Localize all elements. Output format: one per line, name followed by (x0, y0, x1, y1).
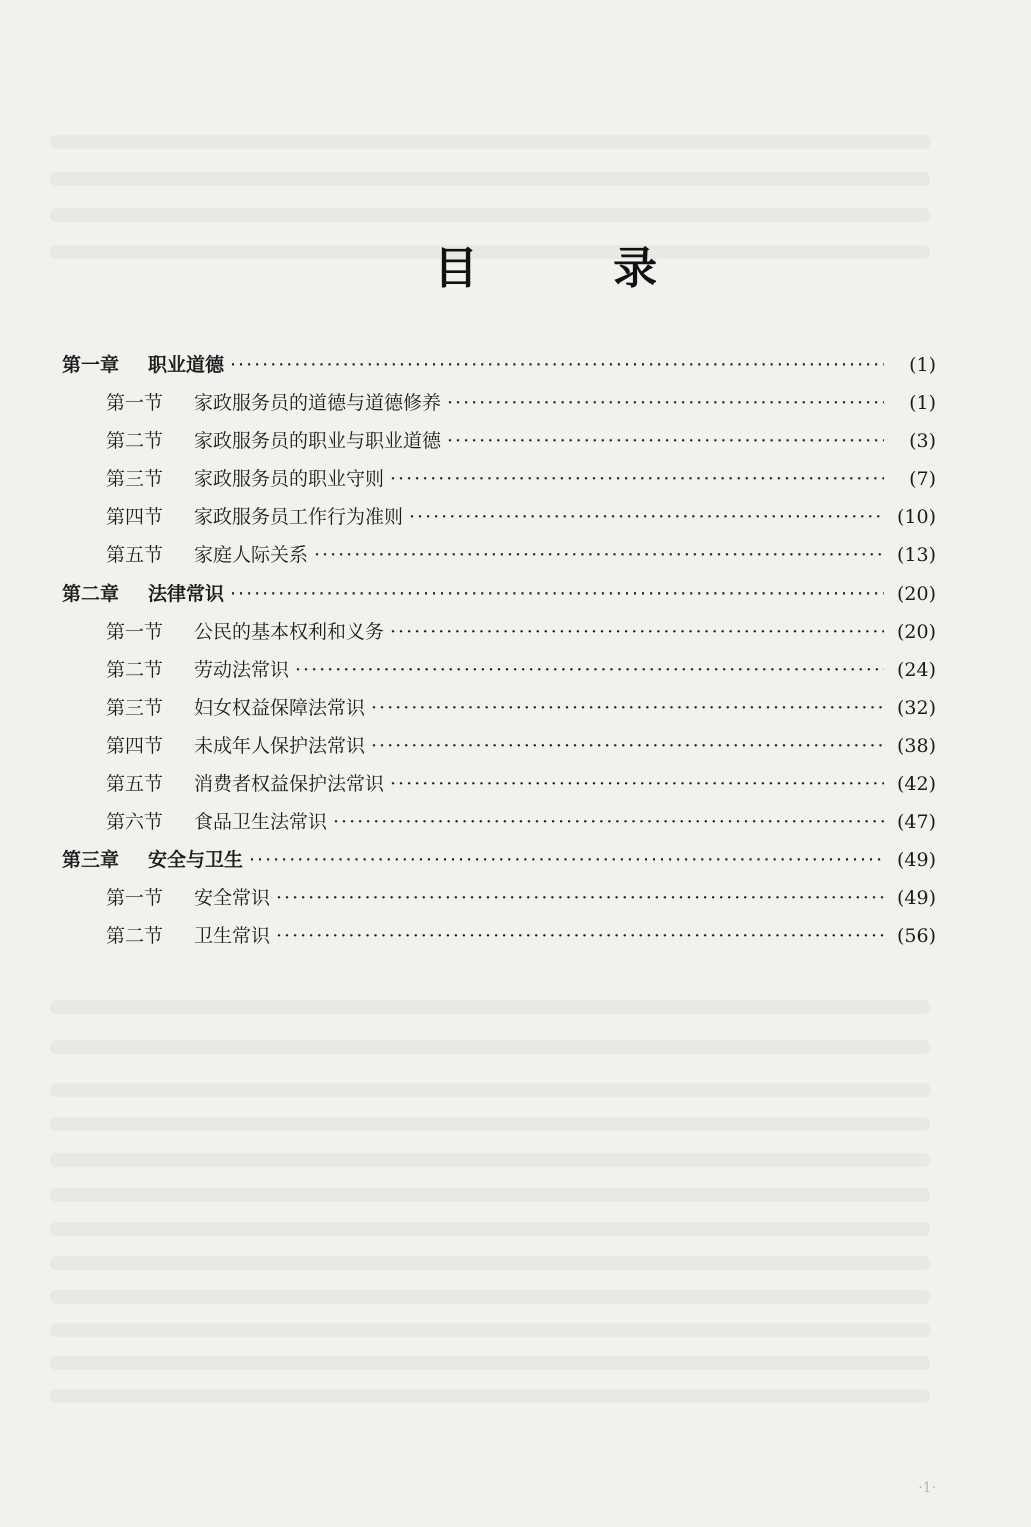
toc-section-entry (62, 655, 936, 693)
toc-dot-leader (390, 468, 884, 490)
toc-entry-page: (1) (909, 392, 936, 415)
toc-entry-title: 家政服务员的职业与职业道德 (194, 430, 442, 453)
toc-dot-leader (230, 583, 884, 605)
toc-entry-number: 第二节 (106, 658, 164, 681)
toc-section-entry (62, 921, 936, 959)
toc-section-entry (62, 883, 936, 921)
toc-dot-leader (295, 659, 884, 681)
toc-entry-number: 第四节 (106, 506, 164, 529)
toc-entry-page: (24) (896, 658, 936, 681)
toc-entry-number: 第二节 (106, 430, 164, 453)
table-of-contents (62, 350, 936, 960)
toc-dot-leader (390, 773, 884, 795)
toc-section-entry (62, 731, 936, 769)
toc-dot-leader (276, 887, 884, 909)
toc-section-entry (62, 617, 936, 655)
toc-entry-number: 第五节 (106, 773, 164, 796)
toc-entry-number: 第一章 (62, 354, 120, 376)
toc-dot-leader (230, 354, 884, 376)
toc-entry-number: 第三节 (106, 696, 164, 719)
toc-entry-title: 食品卫生法常识 (194, 811, 328, 834)
page-title: 目 录 (433, 243, 718, 294)
toc-chapter-entry (62, 350, 936, 388)
toc-entry-title: 卫生常识 (194, 925, 271, 948)
toc-dot-leader (409, 506, 884, 528)
toc-section-entry (62, 540, 936, 578)
toc-entry-page: (49) (896, 849, 936, 872)
toc-entry-title: 劳动法常识 (194, 658, 290, 681)
toc-entry-number: 第四节 (106, 734, 164, 757)
toc-entry-title: 职业道德 (148, 354, 225, 376)
toc-chapter-entry (62, 845, 936, 883)
toc-dot-leader (276, 925, 884, 947)
toc-section-entry (62, 426, 936, 464)
toc-dot-leader (333, 811, 884, 833)
toc-dot-leader (314, 544, 884, 566)
toc-section-entry (62, 388, 936, 426)
toc-entry-number: 第一节 (106, 620, 164, 643)
toc-dot-leader (390, 621, 884, 643)
toc-section-entry (62, 502, 936, 540)
toc-entry-page: (47) (896, 811, 936, 834)
toc-dot-leader (447, 392, 884, 414)
toc-dot-leader (447, 430, 884, 452)
toc-entry-title: 消费者权益保护法常识 (194, 773, 385, 796)
page-number: ·1· (918, 1480, 936, 1496)
toc-entry-title: 安全与卫生 (148, 849, 244, 872)
toc-entry-number: 第二节 (106, 925, 164, 948)
toc-entry-page: (3) (909, 430, 936, 453)
toc-section-entry (62, 769, 936, 807)
toc-entry-page: (42) (896, 773, 936, 796)
toc-entry-number: 第一节 (106, 392, 164, 415)
toc-entry-page: (20) (896, 582, 936, 605)
toc-entry-title: 妇女权益保障法常识 (194, 696, 366, 719)
toc-section-entry (62, 807, 936, 845)
toc-entry-number: 第三节 (106, 468, 164, 491)
toc-entry-title: 家政服务员的道德与道德修养 (194, 392, 442, 415)
toc-entry-title: 未成年人保护法常识 (194, 734, 366, 757)
toc-entry-title: 法律常识 (148, 582, 225, 605)
toc-dot-leader (371, 697, 884, 719)
toc-entry-page: (10) (896, 506, 936, 529)
toc-entry-number: 第六节 (106, 811, 164, 834)
toc-entry-page: (32) (896, 696, 936, 719)
toc-section-entry (62, 464, 936, 502)
toc-entry-page: (7) (909, 468, 936, 491)
toc-entry-page: (38) (896, 734, 936, 757)
toc-entry-number: 第二章 (62, 582, 120, 605)
toc-entry-number: 第三章 (62, 849, 120, 872)
toc-entry-number: 第一节 (106, 887, 164, 910)
toc-entry-title: 公民的基本权利和义务 (194, 620, 385, 643)
toc-entry-title: 家庭人际关系 (194, 544, 309, 567)
toc-entry-title: 家政服务员的职业守则 (194, 468, 385, 491)
toc-entry-page: (13) (896, 544, 936, 567)
toc-entry-page: (49) (896, 887, 936, 910)
toc-entry-page: (20) (896, 620, 936, 643)
toc-entry-title: 家政服务员工作行为准则 (194, 506, 404, 529)
toc-entry-title: 安全常识 (194, 887, 271, 910)
toc-entry-page: (56) (896, 925, 936, 948)
toc-section-entry (62, 693, 936, 731)
toc-dot-leader (371, 735, 884, 757)
toc-entry-page: (1) (909, 354, 936, 376)
toc-chapter-entry (62, 579, 936, 617)
toc-entry-number: 第五节 (106, 544, 164, 567)
toc-dot-leader (249, 849, 884, 871)
